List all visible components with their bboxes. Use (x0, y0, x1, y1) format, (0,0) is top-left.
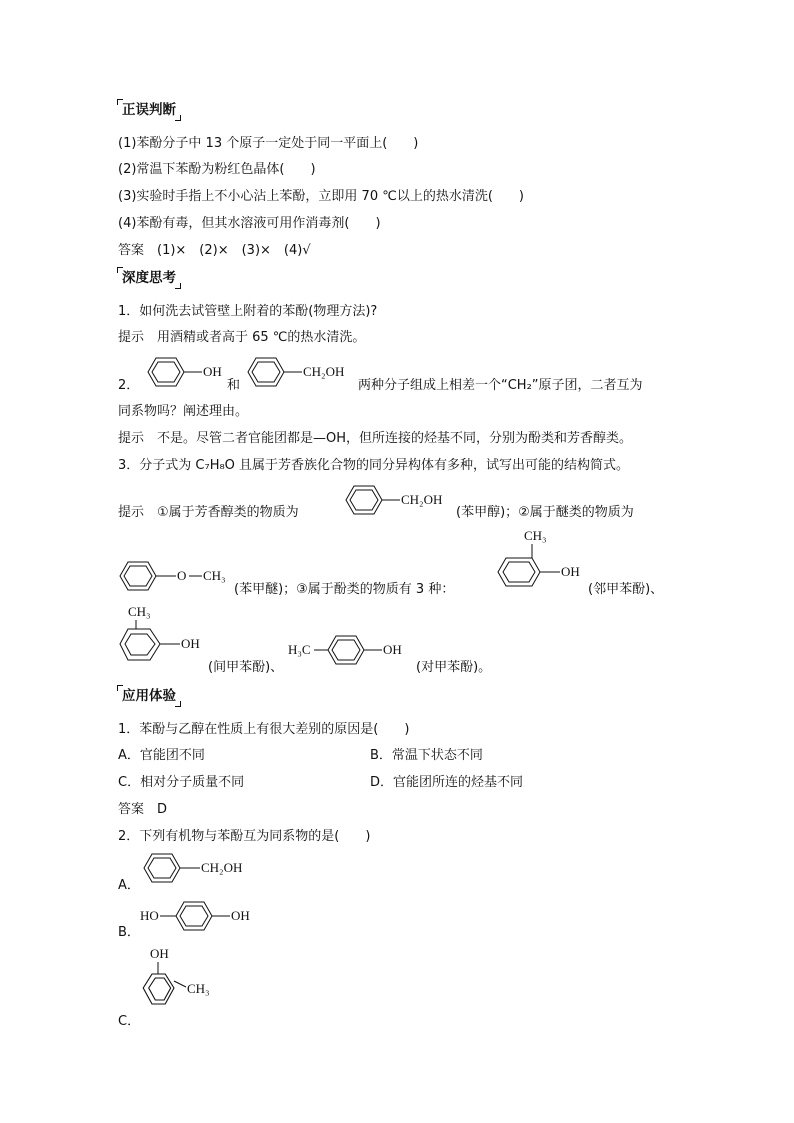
judge-item-1: (1)苯酚分子中 13 个原子一定处于同一平面上( ) (118, 136, 419, 151)
o-cresol-structure (494, 524, 590, 596)
judge-item-2: (2)常温下苯酚为粉红色晶体( ) (118, 162, 316, 177)
think-hint-3-part-6: (对甲苯酚)。 (416, 660, 492, 675)
think-question-3: 3．分子式为 C₇H₈O 且属于芳香族化合物的同分异构体有多种，试写出可能的结构简式。 (118, 458, 630, 473)
o-cresol-oh-label: OH (561, 564, 580, 579)
benzyl-ch2oh-label-2: CH₂OH (401, 492, 443, 507)
m-cresol-ch3-label: CH₃ (128, 604, 151, 619)
option-b-ho-label: HO (140, 908, 159, 923)
think-hint-3-part-3: (苯甲醚)；③属于酚类的物质有 3 种： (234, 582, 455, 597)
judge-answer: 答案 (1)× (2)× (3)× (4)√ (118, 243, 311, 258)
option-a-structure (140, 848, 260, 888)
option-b-oh-label: OH (231, 908, 250, 923)
benzyl-alcohol-structure-2 (342, 480, 460, 520)
option-c-structure (134, 944, 234, 1024)
think-hint-3-part-4: (邻甲苯酚)、 (588, 582, 664, 597)
think-question-2-text: 两种分子组成上相差一个“CH₂”原子团，二者互为 (358, 378, 643, 393)
apply-q1-option-d: D．官能团所连的烃基不同 (370, 775, 524, 790)
apply-question-2: 2．下列有机物与苯酚互为同系物的是( ) (118, 829, 371, 844)
apply-q2-option-a: A． (118, 878, 140, 893)
phenol-oh-label: OH (203, 364, 222, 379)
think-hint-3-part-1: 提示 ①属于芳香醇类的物质为 (118, 505, 299, 520)
option-b-structure (140, 896, 280, 936)
think-question-2-text-2: 同系物吗？阐述理由。 (118, 404, 249, 419)
o-cresol-ch3-label: CH₃ (524, 528, 547, 543)
anisole-o-label: O (177, 568, 187, 583)
apply-q1-option-c: C．相对分子质量不同 (118, 775, 245, 790)
apply-q1-answer: 答案 D (118, 802, 168, 817)
think-question-2-and: 和 (227, 378, 241, 393)
judge-item-4: (4)苯酚有毒，但其水溶液可用作消毒剂( ) (118, 216, 381, 231)
p-cresol-oh-label: OH (383, 642, 402, 657)
option-a-ch2oh-label: CH₂OH (201, 860, 243, 875)
apply-q1-option-a: A．官能团不同 (118, 748, 205, 763)
option-c-oh-label: OH (150, 946, 169, 961)
benzyl-ch2oh-label: CH₂OH (303, 364, 345, 379)
apply-q1-option-b: B．常温下状态不同 (370, 748, 483, 763)
think-hint-2: 提示 不是。尽管二者官能团都是—OH，但所连接的烃基不同，分别为酚类和芳香醇类。 (118, 431, 633, 446)
m-cresol-oh-label: OH (181, 636, 200, 651)
anisole-ch3-label: CH₃ (203, 568, 226, 583)
option-c-ch3-label: CH₃ (187, 981, 210, 996)
judge-item-3: (3)实验时手指上不小心沾上苯酚，立即用 70 ℃以上的热水清洗( ) (118, 189, 524, 204)
apply-question-1: 1．苯酚与乙醇在性质上有很大差别的原因是( ) (118, 722, 410, 737)
anisole-structure (116, 556, 236, 596)
apply-q2-option-b: B． (118, 925, 140, 940)
think-hint-1: 提示 用酒精或者高于 65 ℃的热水清洗。 (118, 330, 366, 345)
think-question-1: 1．如何洗去试管壁上附着的苯酚(物理方法)? (118, 304, 378, 319)
section-heading-think: 深度思考 (118, 270, 180, 286)
phenol-structure (136, 352, 232, 392)
p-cresol-h3c-label: H₃C (288, 642, 311, 657)
benzyl-alcohol-structure (240, 352, 362, 392)
think-hint-3-part-5: (间甲苯酚)、 (208, 660, 284, 675)
apply-q2-option-c: C． (118, 1014, 141, 1029)
section-heading-judge: 正误判断 (118, 102, 180, 118)
p-cresol-structure (288, 630, 428, 670)
think-hint-3-part-2: (苯甲醇)；②属于醚类的物质为 (456, 505, 634, 520)
m-cresol-structure (116, 602, 212, 674)
section-heading-apply: 应用体验 (118, 688, 180, 704)
think-question-2-number: 2． (118, 378, 140, 393)
